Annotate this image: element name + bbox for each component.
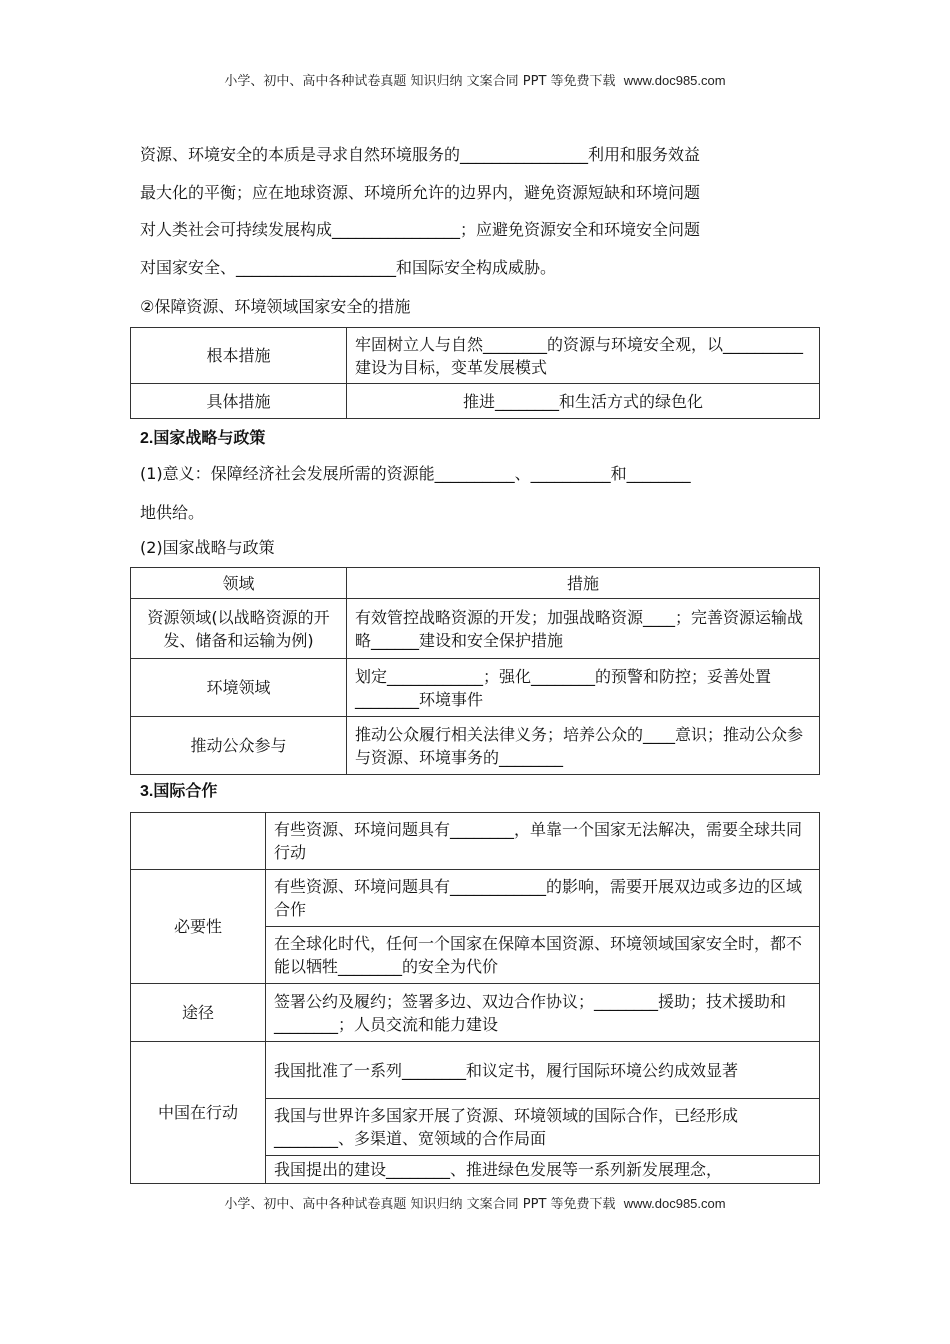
necessity-item-3: 在全球化时代，任何一个国家在保障本国资源、环境领域国家安全时，都不能以牺牲________的安全为代价 (266, 927, 820, 984)
table-row (131, 568, 820, 599)
policy-content-environment: 划定____________；强化________的预警和防控；妥善处置________环境事件 (347, 659, 820, 717)
page-footer (0, 1193, 950, 1212)
section3-heading: 3.国际合作 (140, 783, 218, 800)
empty-cell (131, 813, 266, 870)
table-row (131, 717, 820, 775)
table-row (131, 599, 820, 659)
footer-text: 小学、初中、高中各种试卷真题 知识归纳 文案合同 PPT 等免费下载 (224, 1197, 616, 1212)
necessity-item-1: 有些资源、环境问题具有________，单靠一个国家无法解决，需要全球共同行动 (266, 813, 820, 870)
measures-content-specific: 推进________和生活方式的绿色化 (347, 384, 820, 419)
policy-content-public: 推动公众履行相关法律义务；培养公众的____意识；推动公众参与资源、环境事务的________ (347, 717, 820, 775)
meaning-line-1: (1)意义：保障经济社会发展所需的资源能__________、__________和________ (140, 464, 691, 483)
policy-label-environment: 环境领域 (131, 659, 347, 717)
table-row (131, 1042, 820, 1099)
intro-line-4: 对国家安全、____________________和国际安全构成威胁。 (140, 257, 557, 277)
table-row (131, 870, 820, 927)
policy-table (130, 567, 820, 775)
intro-paragraph (140, 136, 812, 286)
measures-content-fundamental: 牢固树立人与自然________的资源与环境安全观，以__________建设为目标，变革发展模式 (347, 328, 820, 384)
policy-content-resources: 有效管控战略资源的开发；加强战略资源____；完善资源运输战略______建设和安全保护措施 (347, 599, 820, 659)
approach-content: 签署公约及履约；签署多边、双边合作协议；________援助；技术援助和________；人员交流和能力建设 (266, 984, 820, 1042)
table-row (131, 984, 820, 1042)
table-row (131, 328, 820, 384)
policy-title: (2)国家战略与政策 (140, 538, 275, 557)
policy-header-measure: 措施 (347, 568, 820, 599)
china-item-1: 我国批准了一系列________和议定书，履行国际环境公约成效显著 (266, 1042, 820, 1099)
necessity-item-2: 有些资源、环境问题具有____________的影响，需要开展双边或多边的区域合作 (266, 870, 820, 927)
header-text: 小学、初中、高中各种试卷真题 知识归纳 文案合同 PPT 等免费下载 (224, 74, 616, 89)
measures-table (130, 327, 820, 419)
measures-title: ②保障资源、环境领域国家安全的措施 (140, 297, 411, 316)
header-url[interactable]: www.doc985.com (623, 73, 726, 88)
measures-label-specific: 具体措施 (131, 384, 347, 419)
policy-header-domain: 领域 (131, 568, 347, 599)
footer-url[interactable]: www.doc985.com (623, 1196, 726, 1211)
table-row (131, 813, 820, 870)
page-header (0, 70, 950, 89)
china-item-3: 我国提出的建设________、推进绿色发展等一系列新发展理念， (266, 1156, 820, 1184)
cooperation-table (130, 812, 820, 1184)
intro-line-3: 对人类社会可持续发展构成________________；应避免资源安全和环境安全问题 (140, 220, 701, 239)
intro-line-2: 最大化的平衡；应在地球资源、环境所允许的边界内，避免资源短缺和环境问题 (140, 182, 701, 202)
policy-label-resources: 资源领域(以战略资源的开发、储备和运输为例) (131, 599, 347, 659)
meaning-line-2: 地供给。 (140, 503, 205, 522)
necessity-label: 必要性 (131, 870, 266, 984)
china-item-2: 我国与世界许多国家开展了资源、环境领域的国际合作，已经形成________、多渠道、宽领域的合作局面 (266, 1099, 820, 1156)
section2-heading: 2.国家战略与政策 (140, 430, 266, 447)
approach-label: 途径 (131, 984, 266, 1042)
table-row (131, 659, 820, 717)
intro-line-1: 资源、环境安全的本质是寻求自然环境服务的________________利用和服务效益 (140, 145, 701, 164)
table-row (131, 384, 820, 419)
china-label: 中国在行动 (131, 1042, 266, 1184)
policy-label-public: 推动公众参与 (131, 717, 347, 775)
measures-label-fundamental: 根本措施 (131, 328, 347, 384)
